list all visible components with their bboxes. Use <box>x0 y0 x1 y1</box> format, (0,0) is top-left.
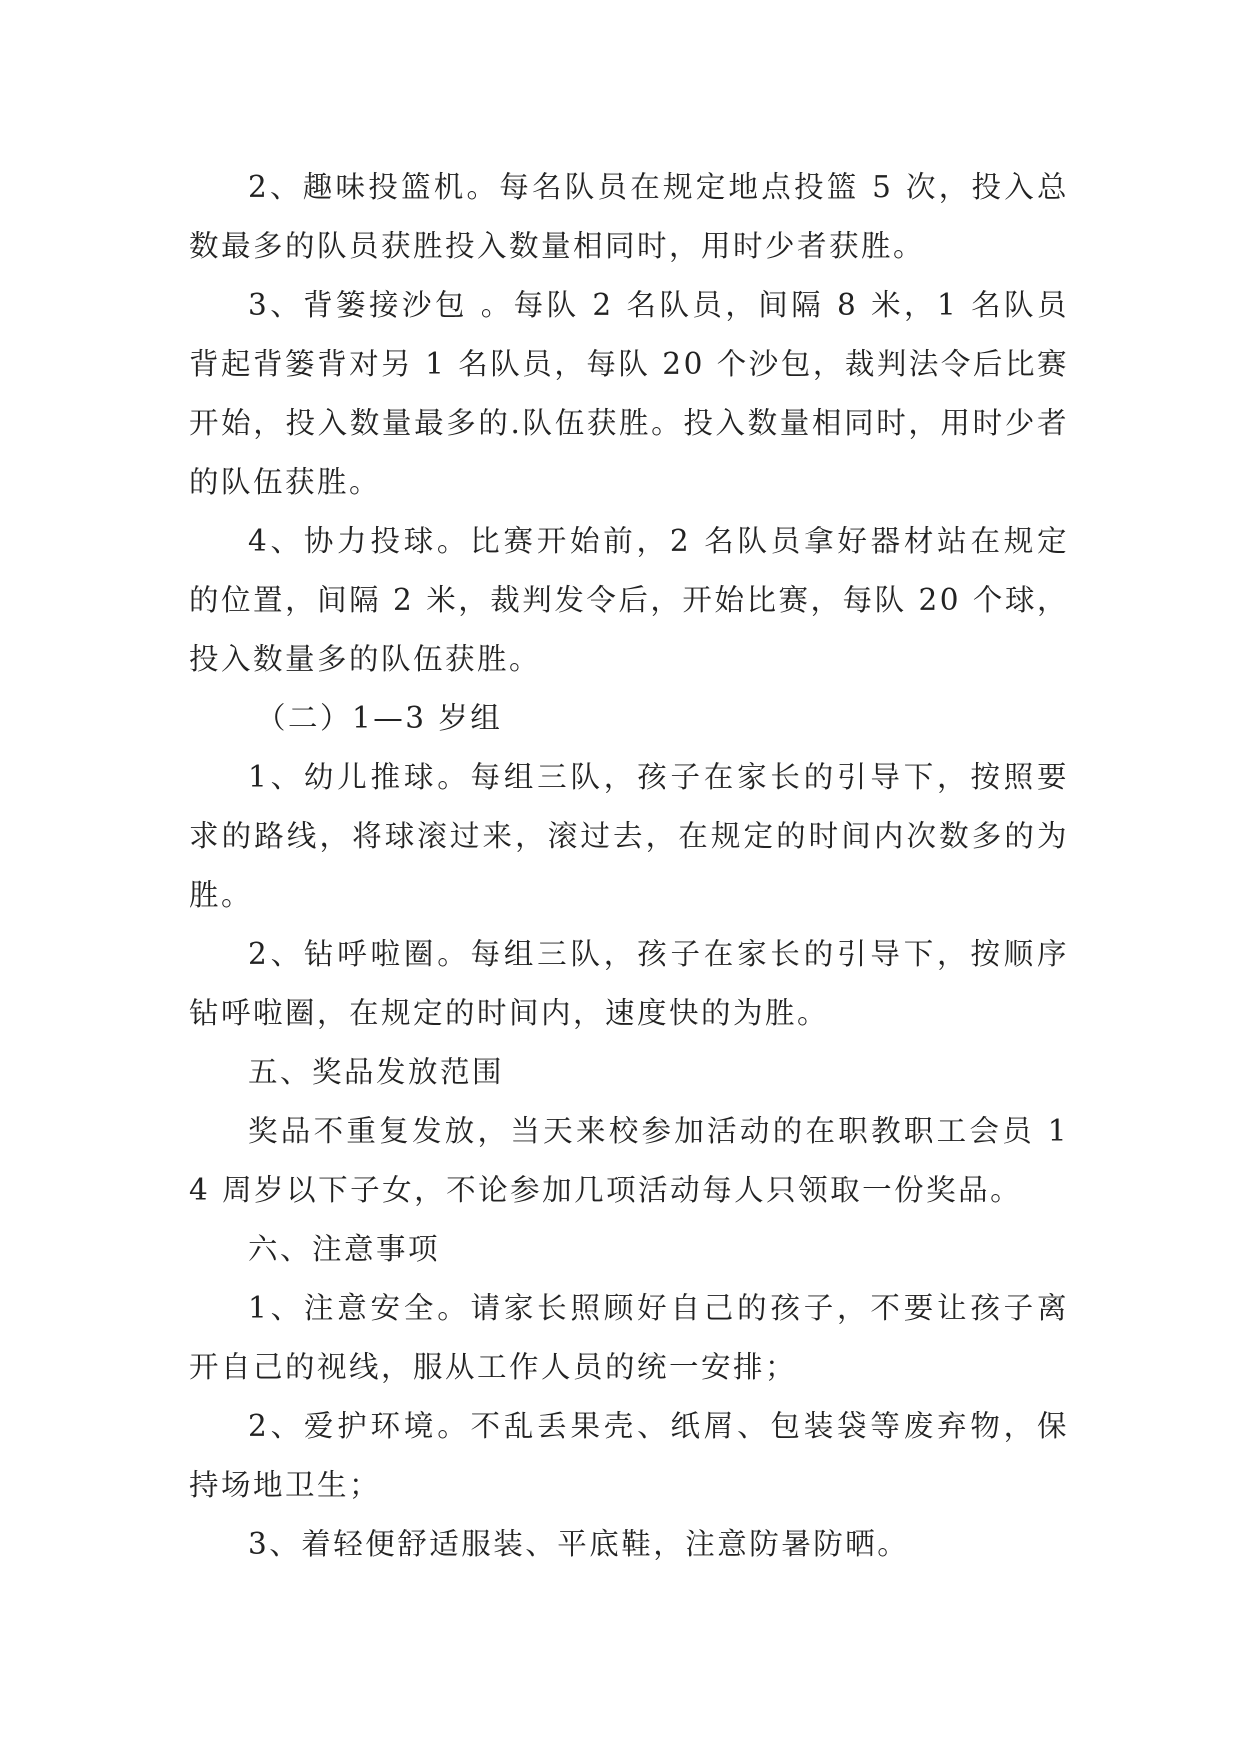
section-heading: 六、注意事项 <box>248 1232 441 1266</box>
prize-paragraph: 奖品不重复发放，当天来校参加活动的在职教职工会员 14 周岁以下子女，不论参加几项活动每人只领取一份奖品。 <box>189 1114 1069 1207</box>
section-subheading: （二）1—3 岁组 <box>256 701 503 735</box>
rule-paragraph: 4、协力投球。比赛开始前，2 名队员拿好器材站在规定的位置，间隔 2 米，裁判发令后，开始比赛，每队 20 个球，投入数量多的队伍获胜。 <box>189 524 1069 676</box>
rule-paragraph: 3、背篓接沙包 。每队 2 名队员，间隔 8 米，1 名队员背起背篓背对另 1 名队员，每队 20 个沙包，裁判法令后比赛开始，投入数量最多的.队伍获胜。投入数量相同时，用时少者的队伍获胜。 <box>189 288 1069 499</box>
rule-paragraph: 2、趣味投篮机。每名队员在规定地点投篮 5 次，投入总数最多的队员获胜投入数量相同时，用时少者获胜。 <box>189 170 1069 263</box>
rule-paragraph: 1、幼儿推球。每组三队，孩子在家长的引导下，按照要求的路线，将球滚过来，滚过去，在规定的时间内次数多的为胜。 <box>189 760 1069 912</box>
notice-paragraph: 3、着轻便舒适服装、平底鞋，注意防暑防晒。 <box>248 1527 910 1561</box>
rule-paragraph: 2、钻呼啦圈。每组三队，孩子在家长的引导下，按顺序钻呼啦圈，在规定的时间内，速度快的为胜。 <box>189 937 1069 1030</box>
notice-paragraph: 2、爱护环境。不乱丢果壳、纸屑、包装袋等废弃物，保持场地卫生； <box>189 1409 1069 1502</box>
notice-paragraph: 1、注意安全。请家长照顾好自己的孩子，不要让孩子离开自己的视线，服从工作人员的统一安排； <box>189 1291 1069 1384</box>
section-heading: 五、奖品发放范围 <box>248 1055 505 1089</box>
document-body <box>189 158 1069 1574</box>
